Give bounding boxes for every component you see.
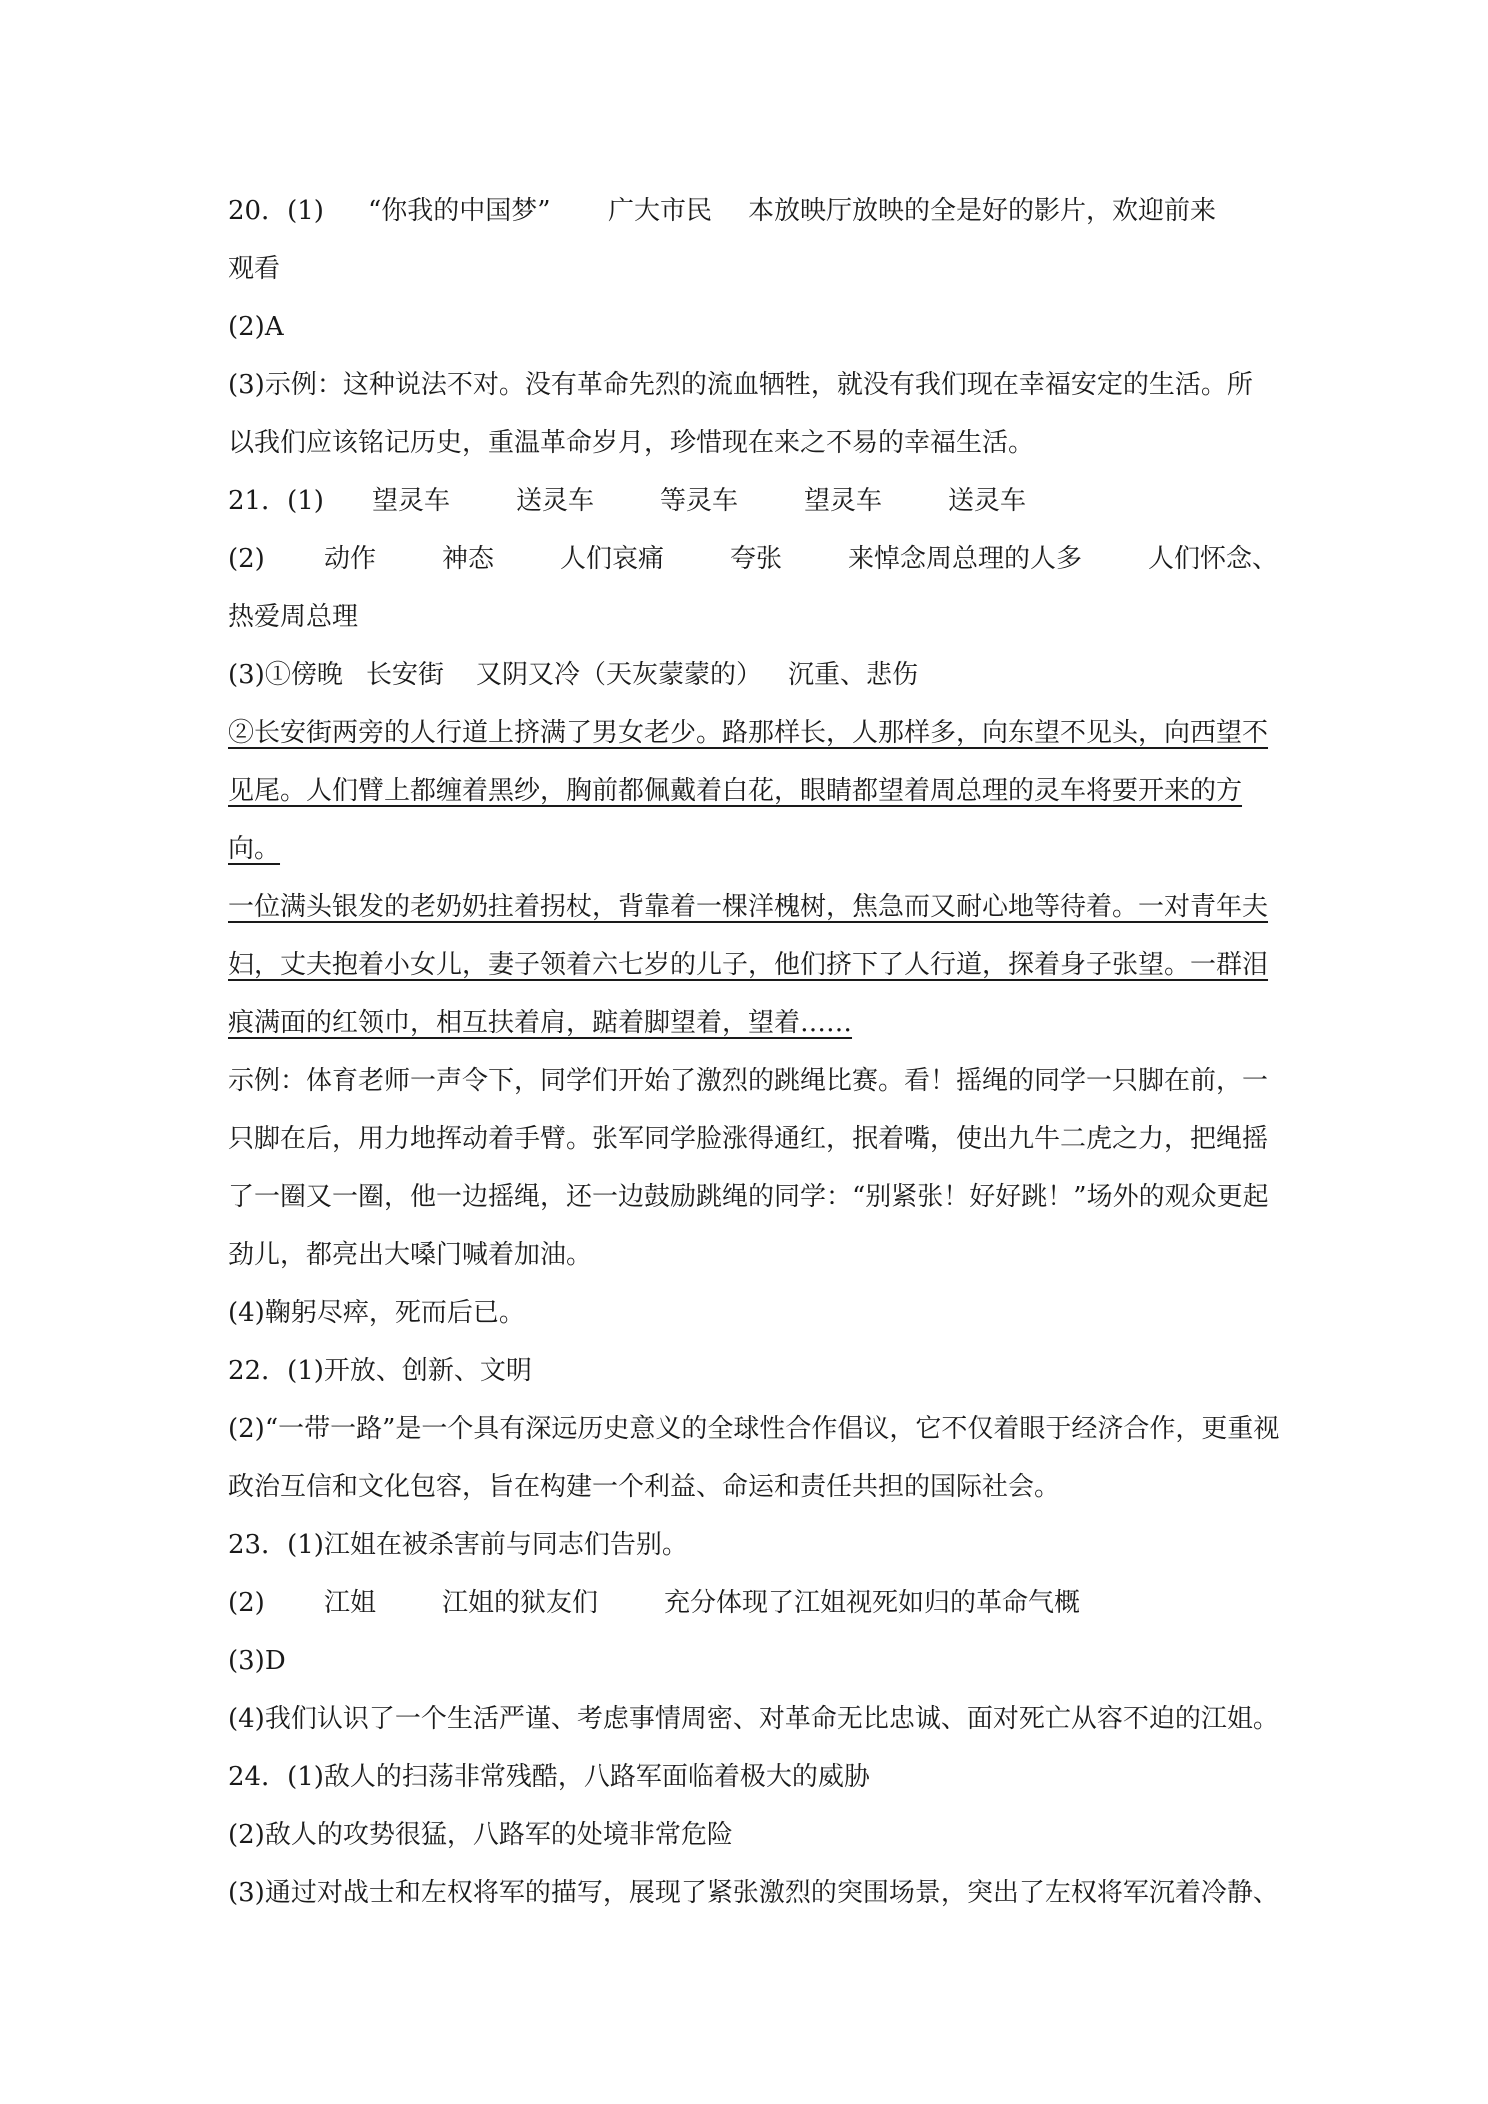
q21-part2-blank-5: 来悼念周总理的人多	[848, 544, 1083, 574]
q21-part4: (4)鞠躬尽瘁，死而后已。	[228, 1298, 525, 1328]
q21-example-line3: 了一圈又一圈，他一边摇绳，还一边鼓励跳绳的同学：“别紧张！好好跳！”场外的观众更起	[228, 1182, 1269, 1212]
q21-part2-blank-4: 夸张	[730, 544, 783, 574]
q21-part2-label: (2)	[228, 544, 265, 574]
q23-part2-blank-3: 充分体现了江姐视死如归的革命气概	[664, 1588, 1081, 1618]
q21-part3-sub2-line1: ②长安街两旁的人行道上挤满了男女老少。路那样长，人那样多，向东望不见头，向西望不	[228, 718, 1269, 748]
q23-part2-blank-2: 江姐的狱友们	[442, 1588, 599, 1618]
q21-part3-para2-line3: 痕满面的红领巾，相互扶着肩，踮着脚望着，望着……	[228, 1008, 853, 1038]
q21-blank-3: 等灵车	[660, 486, 739, 516]
q21-part2-blank-2: 神态	[442, 544, 495, 574]
q21-part3-blank-1: 长安街	[366, 660, 445, 690]
q20-blank-1: “你我的中国梦”	[368, 196, 551, 226]
q21-example-line2: 只脚在后，用力地挥动着手臂。张军同学脸涨得通红，抿着嘴，使出九牛二虎之力，把绳摇	[228, 1124, 1269, 1154]
q20-part3-line2: 以我们应该铭记历史，重温革命岁月，珍惜现在来之不易的幸福生活。	[228, 428, 1035, 458]
q21-part3-blank-2: 又阴又冷（天灰蒙蒙的）	[476, 660, 763, 690]
q21-part2-cont: 热爱周总理	[228, 602, 359, 632]
q22-part2-line2: 政治互信和文化包容，旨在构建一个利益、命运和责任共担的国际社会。	[228, 1472, 1061, 1502]
q23-part4: (4)我们认识了一个生活严谨、考虑事情周密、对革命无比忠诚、面对死亡从容不迫的江姐。	[228, 1704, 1279, 1734]
q23-part2-blank-1: 江姐	[324, 1588, 377, 1618]
q20-label: 20．(1)	[228, 196, 324, 226]
q20-blank-3: 本放映厅放映的全是好的影片，欢迎前来	[748, 196, 1217, 226]
q21-blank-1: 望灵车	[372, 486, 451, 516]
q22-part1: 22．(1)开放、创新、文明	[228, 1356, 532, 1386]
q23-part3: (3)D	[228, 1646, 286, 1676]
q21-part2-blank-1: 动作	[324, 544, 377, 574]
q20-part2: (2)A	[228, 312, 284, 342]
q21-part3-sub1	[228, 655, 918, 695]
q21-part3-para2-line2: 妇，丈夫抱着小女儿，妻子领着六七岁的儿子，他们挤下了人行道，探着身子张望。一群泪	[228, 950, 1269, 980]
q21-example-line1: 示例：体育老师一声令下，同学们开始了激烈的跳绳比赛。看！摇绳的同学一只脚在前，一	[228, 1066, 1269, 1096]
q23-part1: 23．(1)江姐在被杀害前与同志们告别。	[228, 1530, 688, 1560]
q21-part1	[228, 481, 1026, 521]
q21-label: 21．(1)	[228, 486, 324, 516]
q23-part2	[228, 1583, 1080, 1623]
q21-example-line4: 劲儿，都亮出大嗓门喊着加油。	[228, 1240, 593, 1270]
q21-part3-label: (3)①傍晚	[228, 660, 343, 690]
q23-part2-label: (2)	[228, 1588, 265, 1618]
q21-blank-5: 送灵车	[948, 486, 1027, 516]
q21-part3-blank-3: 沉重、悲伤	[788, 660, 919, 690]
q22-part2-line1: (2)“一带一路”是一个具有深远历史意义的全球性合作倡议，它不仅着眼于经济合作，更重视	[228, 1414, 1280, 1444]
q21-part3-sub2-line2: 见尾。人们臂上都缠着黑纱，胸前都佩戴着白花，眼睛都望着周总理的灵车将要开来的方	[228, 776, 1243, 806]
q21-blank-4: 望灵车	[804, 486, 883, 516]
q21-blank-2: 送灵车	[516, 486, 595, 516]
q20-part1-cont: 观看	[228, 254, 281, 284]
q24-part2: (2)敌人的攻势很猛，八路军的处境非常危险	[228, 1820, 733, 1850]
q21-part2-blank-3: 人们哀痛	[560, 544, 665, 574]
q20-part3-line1: (3)示例：这种说法不对。没有革命先烈的流血牺牲，就没有我们现在幸福安定的生活。所	[228, 370, 1253, 400]
q20-part1	[228, 191, 1216, 231]
q20-blank-2: 广大市民	[608, 196, 713, 226]
q21-part2	[228, 539, 1278, 579]
q21-part3-para2-line1: 一位满头银发的老奶奶拄着拐杖，背靠着一棵洋槐树，焦急而又耐心地等待着。一对青年夫	[228, 892, 1269, 922]
q24-part1: 24．(1)敌人的扫荡非常残酷，八路军面临着极大的威胁	[228, 1762, 870, 1792]
q21-part3-sub2-line3: 向。	[228, 834, 281, 864]
q24-part3: (3)通过对战士和左权将军的描写，展现了紧张激烈的突围场景，突出了左权将军沉着冷静、	[228, 1878, 1279, 1908]
q21-part2-blank-6: 人们怀念、	[1148, 544, 1279, 574]
